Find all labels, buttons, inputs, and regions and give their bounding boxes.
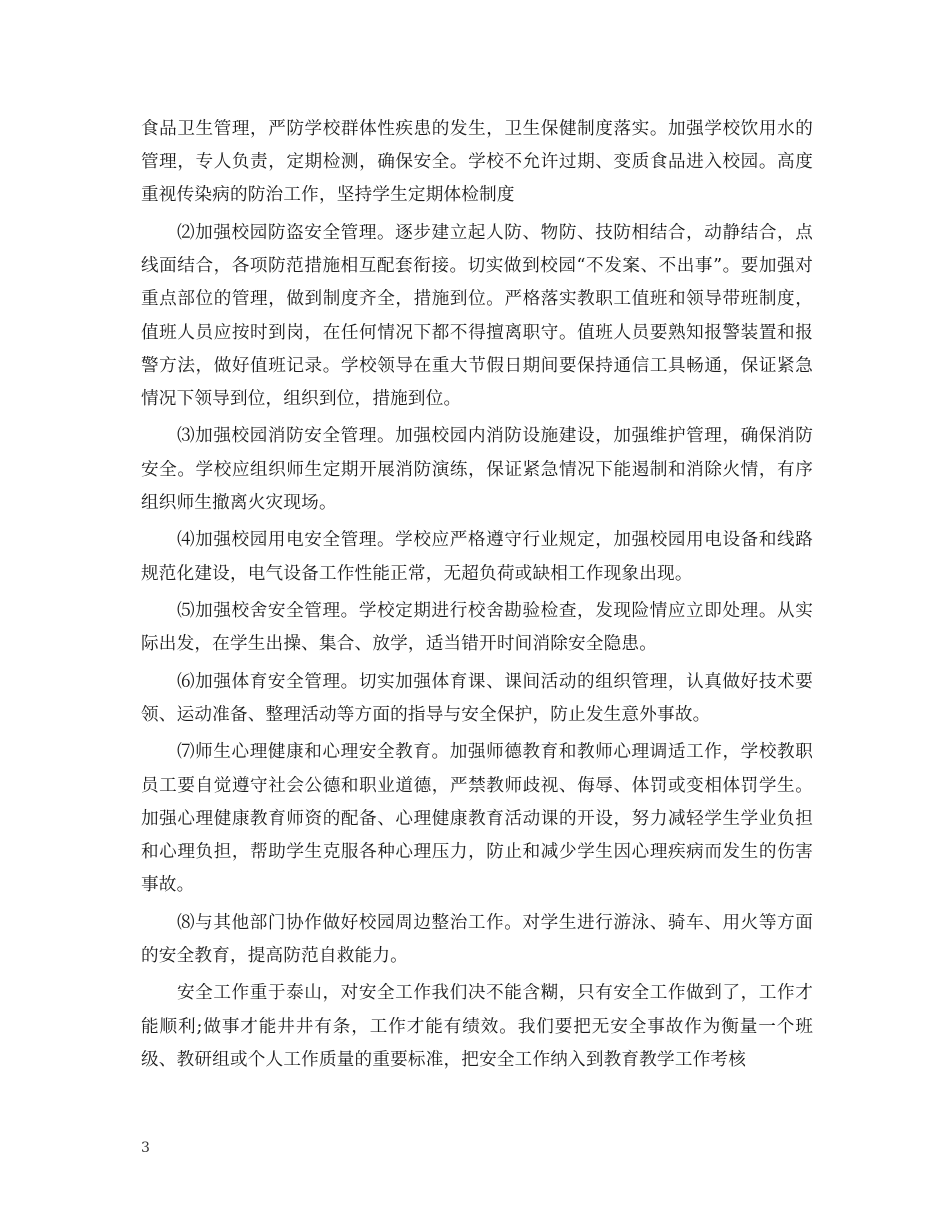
page-number: 3 [141, 1140, 150, 1156]
paragraph-item-5: ⑸加强校舍安全管理。学校定期进行校舍勘验检查，发现险情应立即处理。从实际出发，在学生出操、集合、放学，适当错开时间消除安全隐患。 [141, 601, 813, 655]
paragraph-item-4: ⑷加强校园用电安全管理。学校应严格遵守行业规定，加强校园用电设备和线路规范化建设，电气设备工作性能正常，无超负荷或缺相工作现象出现。 [141, 530, 813, 584]
document-body [141, 113, 813, 1081]
paragraph-continuation: 食品卫生管理，严防学校群体性疾患的发生，卫生保健制度落实。加强学校饮用水的管理，专人负责，定期检测，确保安全。学校不允许过期、变质食品进入校园。高度重视传染病的防治工作，坚持学生定期体检制度 [141, 119, 813, 206]
paragraph-item-8: ⑻与其他部门协作做好校园周边整治工作。对学生进行游泳、骑车、用火等方面的安全教育，提高防范自救能力。 [141, 912, 813, 966]
paragraph-conclusion: 安全工作重于泰山，对安全工作我们决不能含糊，只有安全工作做到了，工作才能顺利;做事才能井井有条，工作才能有绩效。我们要把无安全事故作为衡量一个班级、教研组或个人工作质量的重要标准，把安全工作纳入到教育教学工作考核 [141, 983, 813, 1070]
paragraph-item-6: ⑹加强体育安全管理。切实加强体育课、课间活动的组织管理，认真做好技术要领、运动准备、整理活动等方面的指导与安全保护，防止发生意外事故。 [141, 671, 813, 725]
paragraph-item-2: ⑵加强校园防盗安全管理。逐步建立起人防、物防、技防相结合，动静结合，点线面结合，各项防范措施相互配套衔接。切实做到校园“不发案、不出事”。要加强对重点部位的管理，做到制度齐全，措施到位。严格落实教职工值班和领导带班制度，值班人员应按时到岗，在任何情况下都不得擅离职守。值班人员要熟知报警装置和报警方法，做好值班记录。学校领导在重大节假日期间要保持通信工具畅通，保证紧急情况下领导到位，组织到位，措施到位。 [141, 222, 813, 409]
paragraph-item-7: ⑺师生心理健康和心理安全教育。加强师德教育和教师心理调适工作，学校教职员工要自觉遵守社会公德和职业道德，严禁教师歧视、侮辱、体罚或变相体罚学生。加强心理健康教育师资的配备、心理健康教育活动课的开设，努力减轻学生学业负担和心理负担，帮助学生克服各种心理压力，防止和减少学生因心理疾病而发生的伤害事故。 [141, 742, 813, 896]
paragraph-item-3: ⑶加强校园消防安全管理。加强校园内消防设施建设，加强维护管理，确保消防安全。学校应组织师生定期开展消防演练，保证紧急情况下能遏制和消除火情，有序组织师生撤离火灾现场。 [141, 426, 813, 513]
